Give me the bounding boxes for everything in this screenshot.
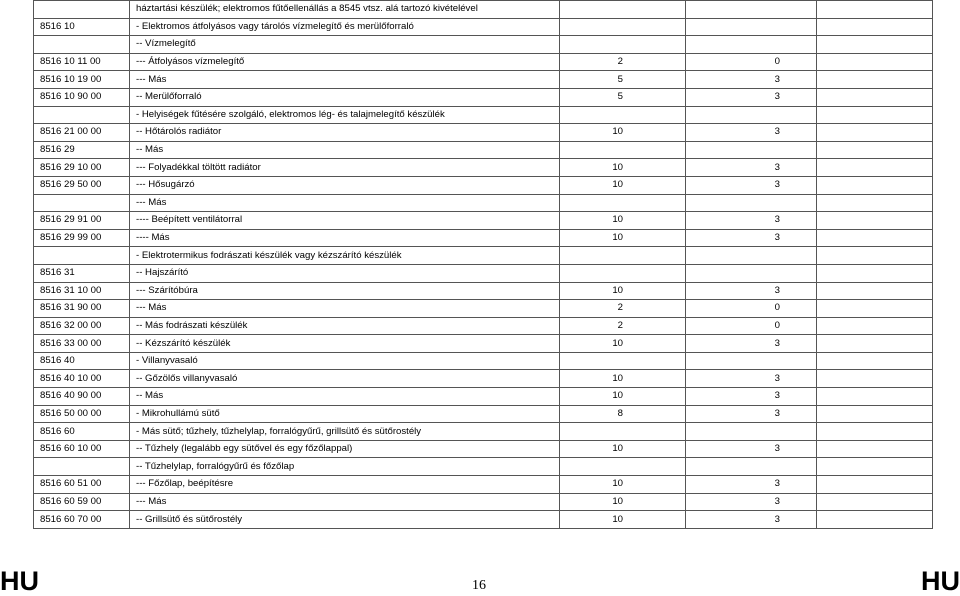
page-number: 16 xyxy=(472,578,486,593)
table-row xyxy=(34,212,933,230)
empty-cell xyxy=(817,194,933,212)
empty-cell xyxy=(817,36,933,54)
tariff-code-cell xyxy=(34,247,130,265)
rate-a-cell: 8 xyxy=(560,405,686,423)
rate-b-cell xyxy=(686,18,817,36)
rate-a-cell: 2 xyxy=(560,317,686,335)
description-cell: - Villanyvasaló xyxy=(130,352,560,370)
empty-cell xyxy=(817,176,933,194)
tariff-code-cell: 8516 40 90 00 xyxy=(34,388,130,406)
description-cell: --- Átfolyásos vízmelegítő xyxy=(130,53,560,71)
rate-a-cell: 2 xyxy=(560,53,686,71)
table-row xyxy=(34,88,933,106)
rate-b-cell: 3 xyxy=(686,212,817,230)
table-row xyxy=(34,18,933,36)
tariff-code-cell: 8516 21 00 00 xyxy=(34,124,130,142)
empty-cell xyxy=(817,18,933,36)
tariff-code-cell xyxy=(34,106,130,124)
rate-a-cell: 5 xyxy=(560,71,686,89)
tariff-code-cell: 8516 33 00 00 xyxy=(34,335,130,353)
rate-b-cell: 3 xyxy=(686,88,817,106)
empty-cell xyxy=(817,511,933,529)
table-row xyxy=(34,493,933,511)
description-cell: -- Tűzhelylap, forralógyűrű és főzőlap xyxy=(130,458,560,476)
description-cell: - Helyiségek fűtésére szolgáló, elektromos lég- és talajmelegítő készülék xyxy=(130,106,560,124)
rate-b-cell xyxy=(686,1,817,19)
empty-cell xyxy=(817,476,933,494)
table-row xyxy=(34,264,933,282)
empty-cell xyxy=(817,388,933,406)
description-cell: -- Merülőforraló xyxy=(130,88,560,106)
table-row xyxy=(34,352,933,370)
description-cell: ---- Beépített ventilátorral xyxy=(130,212,560,230)
tariff-code-cell xyxy=(34,36,130,54)
table-row xyxy=(34,458,933,476)
tariff-code-cell: 8516 10 19 00 xyxy=(34,71,130,89)
description-cell: -- Vízmelegítő xyxy=(130,36,560,54)
rate-a-cell: 10 xyxy=(560,440,686,458)
empty-cell xyxy=(817,247,933,265)
table-row xyxy=(34,370,933,388)
rate-a-cell: 10 xyxy=(560,159,686,177)
rate-b-cell xyxy=(686,141,817,159)
tariff-code-cell: 8516 10 90 00 xyxy=(34,88,130,106)
rate-b-cell: 3 xyxy=(686,476,817,494)
table-row xyxy=(34,141,933,159)
empty-cell xyxy=(817,282,933,300)
tariff-code-cell: 8516 60 xyxy=(34,423,130,441)
rate-a-cell xyxy=(560,458,686,476)
rate-a-cell: 10 xyxy=(560,229,686,247)
empty-cell xyxy=(817,493,933,511)
empty-cell xyxy=(817,405,933,423)
tariff-code-cell: 8516 29 50 00 xyxy=(34,176,130,194)
tariff-code-cell: 8516 40 10 00 xyxy=(34,370,130,388)
country-code-left: HU xyxy=(0,566,39,596)
empty-cell xyxy=(817,335,933,353)
tariff-code-cell: 8516 29 xyxy=(34,141,130,159)
tariff-code-cell: 8516 29 99 00 xyxy=(34,229,130,247)
rate-b-cell: 3 xyxy=(686,511,817,529)
rate-b-cell: 3 xyxy=(686,71,817,89)
rate-a-cell: 10 xyxy=(560,335,686,353)
table-row xyxy=(34,1,933,19)
empty-cell xyxy=(817,53,933,71)
table-row xyxy=(34,106,933,124)
table-row xyxy=(34,476,933,494)
rate-b-cell xyxy=(686,247,817,265)
empty-cell xyxy=(817,264,933,282)
rate-b-cell: 0 xyxy=(686,300,817,318)
empty-cell xyxy=(817,300,933,318)
rate-b-cell xyxy=(686,352,817,370)
table-row xyxy=(34,124,933,142)
table-row xyxy=(34,335,933,353)
rate-b-cell: 0 xyxy=(686,53,817,71)
table-row xyxy=(34,159,933,177)
description-cell: --- Hősugárzó xyxy=(130,176,560,194)
table-row xyxy=(34,229,933,247)
rate-b-cell: 3 xyxy=(686,124,817,142)
empty-cell xyxy=(817,1,933,19)
rate-b-cell xyxy=(686,194,817,212)
rate-a-cell xyxy=(560,423,686,441)
description-cell: --- Más xyxy=(130,71,560,89)
table-row xyxy=(34,36,933,54)
table-row xyxy=(34,388,933,406)
rate-b-cell xyxy=(686,423,817,441)
tariff-code-cell: 8516 10 11 00 xyxy=(34,53,130,71)
rate-b-cell: 3 xyxy=(686,440,817,458)
rate-a-cell xyxy=(560,352,686,370)
description-cell: -- Grillsütő és sütőrostély xyxy=(130,511,560,529)
rate-a-cell: 10 xyxy=(560,511,686,529)
tariff-table-body xyxy=(34,1,933,529)
table-row xyxy=(34,282,933,300)
table-row xyxy=(34,300,933,318)
rate-a-cell xyxy=(560,36,686,54)
empty-cell xyxy=(817,88,933,106)
rate-a-cell: 10 xyxy=(560,370,686,388)
tariff-code-cell xyxy=(34,194,130,212)
empty-cell xyxy=(817,440,933,458)
tariff-code-cell: 8516 31 xyxy=(34,264,130,282)
table-row xyxy=(34,176,933,194)
tariff-code-cell: 8516 40 xyxy=(34,352,130,370)
rate-a-cell xyxy=(560,264,686,282)
tariff-code-cell: 8516 60 10 00 xyxy=(34,440,130,458)
rate-b-cell: 0 xyxy=(686,317,817,335)
rate-a-cell: 10 xyxy=(560,282,686,300)
description-cell: --- Más xyxy=(130,194,560,212)
description-cell: háztartási készülék; elektromos fűtőellenállás a 8545 vtsz. alá tartozó kivételével xyxy=(130,1,560,19)
rate-a-cell: 5 xyxy=(560,88,686,106)
rate-a-cell xyxy=(560,106,686,124)
rate-a-cell xyxy=(560,18,686,36)
empty-cell xyxy=(817,159,933,177)
table-row xyxy=(34,405,933,423)
rate-a-cell xyxy=(560,194,686,212)
empty-cell xyxy=(817,352,933,370)
rate-a-cell xyxy=(560,141,686,159)
rate-b-cell xyxy=(686,264,817,282)
table-row xyxy=(34,511,933,529)
empty-cell xyxy=(817,229,933,247)
empty-cell xyxy=(817,317,933,335)
rate-b-cell xyxy=(686,458,817,476)
description-cell: -- Hajszárító xyxy=(130,264,560,282)
rate-a-cell: 10 xyxy=(560,493,686,511)
rate-a-cell: 10 xyxy=(560,388,686,406)
description-cell: - Elektromos átfolyásos vagy tárolós vízmelegítő és merülőforraló xyxy=(130,18,560,36)
table-row xyxy=(34,247,933,265)
tariff-code-cell: 8516 29 10 00 xyxy=(34,159,130,177)
table-row xyxy=(34,71,933,89)
rate-b-cell: 3 xyxy=(686,176,817,194)
tariff-code-cell: 8516 32 00 00 xyxy=(34,317,130,335)
empty-cell xyxy=(817,124,933,142)
tariff-table xyxy=(33,0,933,529)
description-cell: - Elektrotermikus fodrászati készülék vagy kézszárító készülék xyxy=(130,247,560,265)
description-cell: ---- Más xyxy=(130,229,560,247)
rate-b-cell: 3 xyxy=(686,159,817,177)
empty-cell xyxy=(817,458,933,476)
table-row xyxy=(34,440,933,458)
table-row xyxy=(34,53,933,71)
tariff-code-cell: 8516 60 59 00 xyxy=(34,493,130,511)
rate-a-cell: 10 xyxy=(560,476,686,494)
rate-b-cell xyxy=(686,106,817,124)
tariff-code-cell: 8516 31 10 00 xyxy=(34,282,130,300)
empty-cell xyxy=(817,141,933,159)
tariff-code-cell: 8516 60 51 00 xyxy=(34,476,130,494)
tariff-code-cell: 8516 29 91 00 xyxy=(34,212,130,230)
empty-cell xyxy=(817,370,933,388)
description-cell: - Mikrohullámú sütő xyxy=(130,405,560,423)
tariff-code-cell: 8516 10 xyxy=(34,18,130,36)
rate-b-cell: 3 xyxy=(686,405,817,423)
table-row xyxy=(34,423,933,441)
description-cell: --- Szárítóbúra xyxy=(130,282,560,300)
empty-cell xyxy=(817,106,933,124)
rate-a-cell xyxy=(560,1,686,19)
description-cell: -- Kézszárító készülék xyxy=(130,335,560,353)
description-cell: -- Gőzölős villanyvasaló xyxy=(130,370,560,388)
description-cell: --- Főzőlap, beépítésre xyxy=(130,476,560,494)
description-cell: --- Más xyxy=(130,300,560,318)
rate-a-cell: 10 xyxy=(560,212,686,230)
description-cell: - Más sütő; tűzhely, tűzhelylap, forralógyűrű, grillsütő és sütőrostély xyxy=(130,423,560,441)
tariff-code-cell: 8516 60 70 00 xyxy=(34,511,130,529)
table-row xyxy=(34,317,933,335)
empty-cell xyxy=(817,423,933,441)
empty-cell xyxy=(817,212,933,230)
description-cell: -- Más xyxy=(130,388,560,406)
description-cell: -- Tűzhely (legalább egy sütővel és egy főzőlappal) xyxy=(130,440,560,458)
description-cell: --- Más xyxy=(130,493,560,511)
tariff-code-cell xyxy=(34,1,130,19)
rate-b-cell: 3 xyxy=(686,370,817,388)
rate-b-cell: 3 xyxy=(686,493,817,511)
tariff-code-cell: 8516 31 90 00 xyxy=(34,300,130,318)
tariff-code-cell xyxy=(34,458,130,476)
empty-cell xyxy=(817,71,933,89)
description-cell: -- Más xyxy=(130,141,560,159)
rate-b-cell: 3 xyxy=(686,282,817,300)
description-cell: -- Más fodrászati készülék xyxy=(130,317,560,335)
rate-b-cell: 3 xyxy=(686,388,817,406)
rate-b-cell: 3 xyxy=(686,335,817,353)
table-row xyxy=(34,194,933,212)
description-cell: --- Folyadékkal töltött radiátor xyxy=(130,159,560,177)
rate-a-cell: 10 xyxy=(560,176,686,194)
rate-a-cell: 10 xyxy=(560,124,686,142)
rate-a-cell xyxy=(560,247,686,265)
tariff-code-cell: 8516 50 00 00 xyxy=(34,405,130,423)
rate-b-cell: 3 xyxy=(686,229,817,247)
rate-a-cell: 2 xyxy=(560,300,686,318)
rate-b-cell xyxy=(686,36,817,54)
country-code-right: HU xyxy=(921,566,960,596)
description-cell: -- Hőtárolós radiátor xyxy=(130,124,560,142)
